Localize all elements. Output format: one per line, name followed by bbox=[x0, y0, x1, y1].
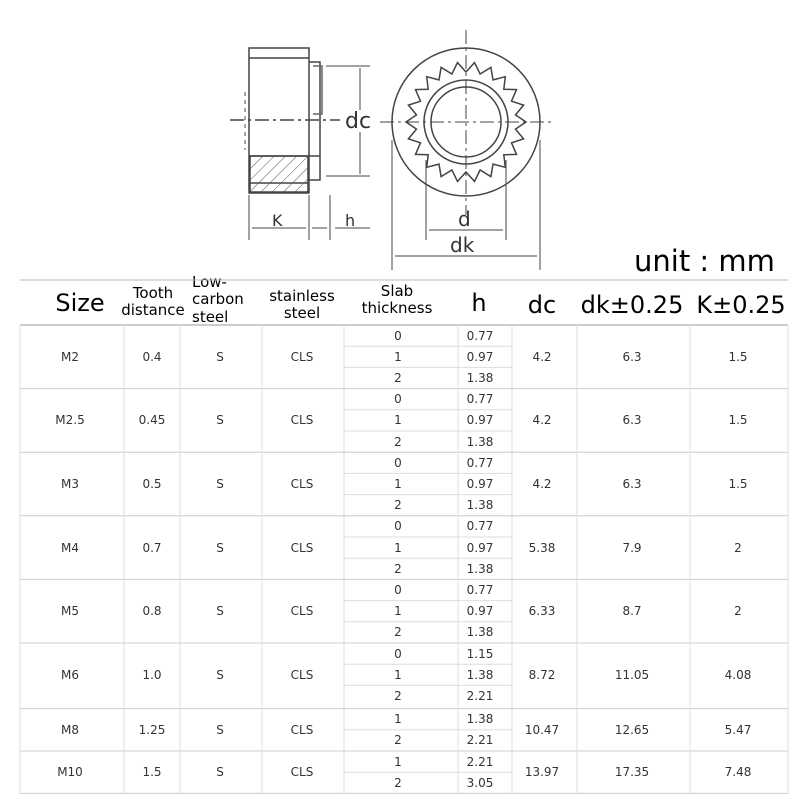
header-stainless-steel: stainless steel bbox=[269, 287, 335, 323]
cell-h: 0.97 bbox=[466, 413, 494, 428]
cell-stainless-steel: CLS bbox=[290, 722, 314, 737]
cell-low-carbon-steel: S bbox=[216, 765, 224, 780]
cell-low-carbon-steel: S bbox=[216, 604, 224, 619]
cell-stainless-steel: CLS bbox=[290, 349, 314, 364]
cell-h: 0.77 bbox=[466, 455, 494, 470]
cell-h: 2.21 bbox=[466, 733, 494, 748]
cell-stainless-steel: CLS bbox=[290, 540, 314, 555]
cell-h: 0.77 bbox=[466, 583, 494, 597]
cell-k: 7.48 bbox=[724, 765, 752, 780]
cell-k: 2 bbox=[734, 604, 742, 619]
cell-slab-thickness: 1 bbox=[394, 540, 402, 555]
header-h: h bbox=[471, 289, 487, 317]
d-dimension-label: d bbox=[458, 207, 471, 231]
cell-h: 2.21 bbox=[466, 754, 494, 769]
cell-dk: 6.3 bbox=[622, 477, 642, 491]
cell-h: 0.97 bbox=[466, 477, 494, 491]
cell-dc: 5.38 bbox=[528, 540, 556, 555]
cell-tooth-distance: 0.45 bbox=[138, 413, 166, 428]
cell-slab-thickness: 2 bbox=[394, 689, 402, 703]
cell-dk: 6.3 bbox=[622, 413, 642, 428]
cell-slab-thickness: 2 bbox=[394, 498, 402, 513]
cell-stainless-steel: CLS bbox=[290, 667, 314, 682]
cell-slab-thickness: 2 bbox=[394, 434, 402, 449]
cell-stainless-steel: CLS bbox=[290, 604, 314, 619]
cell-k: 5.47 bbox=[724, 722, 752, 737]
cell-h: 1.38 bbox=[466, 434, 494, 449]
cell-dc: 4.2 bbox=[532, 413, 552, 428]
header-dk: dk±0.25 bbox=[580, 291, 684, 319]
cell-slab-thickness: 1 bbox=[394, 349, 402, 364]
cell-dc: 8.72 bbox=[528, 667, 556, 682]
cell-h: 1.38 bbox=[466, 498, 494, 513]
cell-h: 0.97 bbox=[466, 540, 494, 555]
cell-slab-thickness: 0 bbox=[394, 646, 402, 661]
cell-tooth-distance: 0.8 bbox=[142, 604, 162, 619]
cell-slab-thickness: 0 bbox=[394, 455, 402, 470]
cell-h: 0.77 bbox=[466, 328, 494, 343]
cell-slab-thickness: 0 bbox=[394, 392, 402, 407]
cell-tooth-distance: 0.5 bbox=[142, 477, 162, 491]
cell-slab-thickness: 0 bbox=[394, 583, 402, 597]
cell-h: 1.15 bbox=[466, 646, 494, 661]
cell-stainless-steel: CLS bbox=[290, 765, 314, 780]
header-size: Size bbox=[55, 289, 105, 317]
cell-k: 1.5 bbox=[728, 413, 748, 428]
cell-size: M5 bbox=[61, 604, 79, 619]
cell-slab-thickness: 1 bbox=[394, 477, 402, 491]
cell-stainless-steel: CLS bbox=[290, 477, 314, 491]
header-slab-thickness: Slab thickness bbox=[361, 282, 433, 318]
cell-low-carbon-steel: S bbox=[216, 349, 224, 364]
cell-slab-thickness: 2 bbox=[394, 733, 402, 748]
cell-size: M8 bbox=[61, 722, 79, 737]
cell-slab-thickness: 1 bbox=[394, 413, 402, 428]
cell-tooth-distance: 0.7 bbox=[142, 540, 162, 555]
cell-low-carbon-steel: S bbox=[216, 722, 224, 737]
cell-stainless-steel: CLS bbox=[290, 413, 314, 428]
cell-h: 0.77 bbox=[466, 519, 494, 534]
cell-low-carbon-steel: S bbox=[216, 667, 224, 682]
unit-label: unit : mm bbox=[634, 244, 775, 278]
cell-dc: 10.47 bbox=[524, 722, 560, 737]
cell-slab-thickness: 2 bbox=[394, 561, 402, 576]
cell-dk: 17.35 bbox=[614, 765, 650, 780]
header-tooth-distance: Tooth distance bbox=[121, 284, 185, 320]
h-dimension-label: h bbox=[345, 211, 356, 230]
header-k: K±0.25 bbox=[696, 291, 786, 319]
cell-dc: 6.33 bbox=[528, 604, 556, 619]
cell-h: 1.38 bbox=[466, 561, 494, 576]
cell-tooth-distance: 1.0 bbox=[142, 667, 162, 682]
cell-slab-thickness: 1 bbox=[394, 754, 402, 769]
cell-size: M2.5 bbox=[55, 413, 85, 428]
cell-slab-thickness: 1 bbox=[394, 667, 402, 682]
cell-h: 0.77 bbox=[466, 392, 494, 407]
cell-h: 1.38 bbox=[466, 667, 494, 682]
cell-size: M10 bbox=[57, 765, 83, 780]
cell-size: M3 bbox=[61, 477, 79, 491]
header-low-carbon-steel: Low-carbon steel bbox=[192, 273, 244, 326]
cell-h: 0.97 bbox=[466, 349, 494, 364]
cell-slab-thickness: 2 bbox=[394, 371, 402, 385]
dk-dimension-label: dk bbox=[450, 233, 475, 257]
header-dc: dc bbox=[527, 291, 557, 319]
cell-h: 3.05 bbox=[466, 775, 494, 790]
cell-size: M4 bbox=[61, 540, 79, 555]
cell-tooth-distance: 0.4 bbox=[142, 349, 162, 364]
cell-dc: 13.97 bbox=[524, 765, 560, 780]
cell-dk: 6.3 bbox=[622, 349, 642, 364]
cell-tooth-distance: 1.5 bbox=[142, 765, 162, 780]
cell-h: 2.21 bbox=[466, 689, 494, 703]
cell-h: 1.38 bbox=[466, 712, 494, 727]
cell-low-carbon-steel: S bbox=[216, 477, 224, 491]
cell-low-carbon-steel: S bbox=[216, 413, 224, 428]
cell-k: 4.08 bbox=[724, 667, 752, 682]
cell-slab-thickness: 1 bbox=[394, 712, 402, 727]
cell-dc: 4.2 bbox=[532, 349, 552, 364]
cell-size: M2 bbox=[61, 349, 79, 364]
cell-slab-thickness: 2 bbox=[394, 625, 402, 640]
cell-dk: 12.65 bbox=[614, 722, 650, 737]
cell-slab-thickness: 2 bbox=[394, 775, 402, 790]
cell-slab-thickness: 0 bbox=[394, 519, 402, 534]
dc-dimension-label: dc bbox=[345, 109, 372, 134]
cell-dk: 8.7 bbox=[622, 604, 642, 619]
cell-size: M6 bbox=[61, 667, 79, 682]
k-dimension-label: K bbox=[272, 211, 283, 230]
cell-low-carbon-steel: S bbox=[216, 540, 224, 555]
cell-h: 1.38 bbox=[466, 371, 494, 385]
cell-slab-thickness: 0 bbox=[394, 328, 402, 343]
cell-k: 1.5 bbox=[728, 349, 748, 364]
cell-dk: 7.9 bbox=[622, 540, 642, 555]
cell-slab-thickness: 1 bbox=[394, 604, 402, 619]
cell-tooth-distance: 1.25 bbox=[138, 722, 166, 737]
cell-h: 0.97 bbox=[466, 604, 494, 619]
cell-k: 1.5 bbox=[728, 477, 748, 491]
cell-dc: 4.2 bbox=[532, 477, 552, 491]
cell-k: 2 bbox=[734, 540, 742, 555]
cell-dk: 11.05 bbox=[614, 667, 650, 682]
cell-h: 1.38 bbox=[466, 625, 494, 640]
